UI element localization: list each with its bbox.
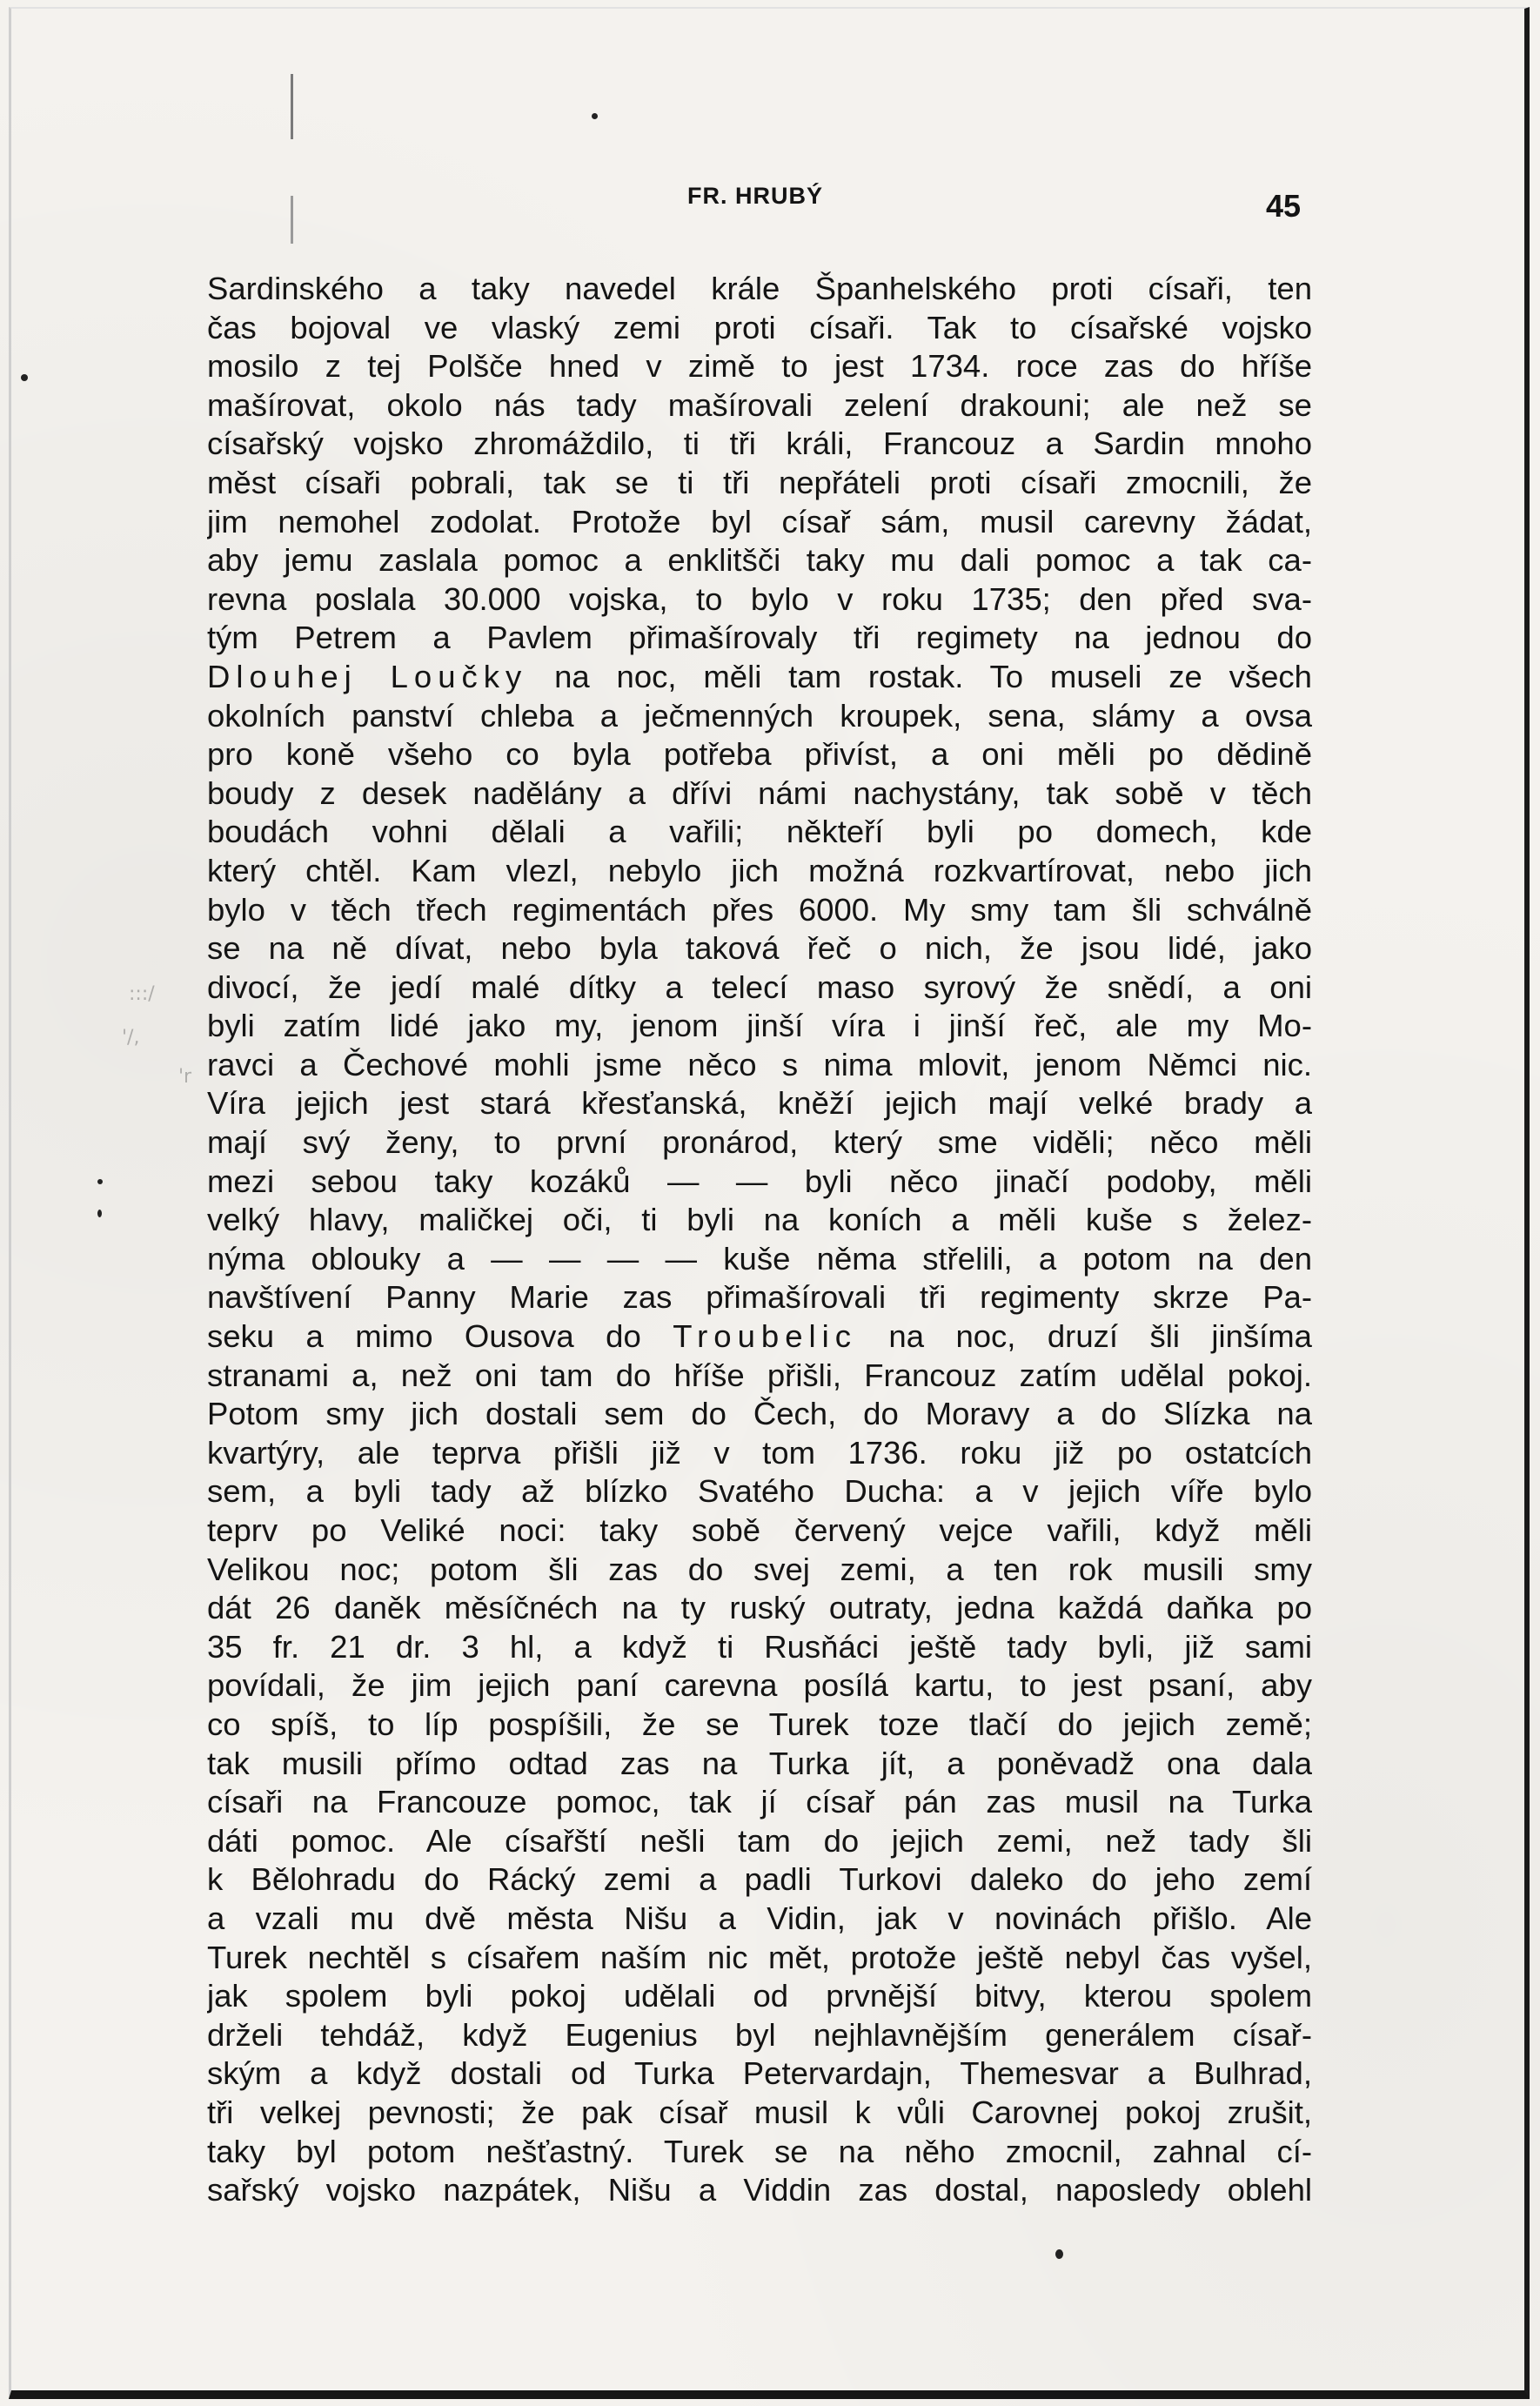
text-line: drželi tehdáž, když Eugenius byl nejhlavnějším generálem císař- — [207, 2016, 1312, 2053]
show-through-mark: 'r — [178, 1066, 192, 1088]
text-line: sem, a byli tady až blízko Svatého Ducha: a v jejich víře bylo — [207, 1473, 1312, 1510]
text-line: ským a když dostali od Turka Petervardajn, Themesvar a Bulhrad, — [207, 2055, 1312, 2092]
show-through-mark: '/, — [122, 1027, 140, 1049]
text-line: dáti pomoc. Ale císařští nešli tam do jejich zemi, než tady šli — [207, 1822, 1312, 1859]
text-line: boudách vohni dělali a vařili; někteří byli po domech, kde — [207, 814, 1312, 850]
text-line: mosilo z tej Polšče hned v zimě to jest 1734. roce zas do hříše — [207, 348, 1312, 385]
body-text — [207, 270, 1312, 2210]
text-line: taky byl potom nešťastný. Turek se na něho zmocnil, zahnal cí- — [207, 2133, 1312, 2169]
spaced-proper-name: Dlouhej Loučky — [207, 658, 528, 694]
text-line: stranami a, než oni tam do hříše přišli, Francouz zatím udělal pokoj. — [207, 1357, 1312, 1393]
text-line: k Bělohradu do Rácký zemi a padli Turkovi daleko do jeho zemí — [207, 1861, 1312, 1898]
text-line: Turek nechtěl s císařem naším nic mět, protože ještě nebyl čas vyšel, — [207, 1939, 1312, 1975]
text-line: navštívení Panny Marie zas přimašírovali tři regimenty skrze Pa- — [207, 1279, 1312, 1316]
text-line: Sardinského a taky navedel krále Španhelského proti císaři, ten — [207, 271, 1312, 306]
text-line: kvartýry, ale teprva přišli již v tom 1736. roku již po ostatcích — [207, 1434, 1312, 1471]
ink-speck — [592, 113, 598, 119]
text-line: Víra jejich jest stará křesťanská, kněží jejich mají velké brady a — [207, 1085, 1312, 1122]
ink-speck — [21, 374, 28, 381]
text-line: jak spolem byli pokoj udělali od prvnější bitvy, kterou spolem — [207, 1978, 1312, 2014]
text-line: Dlouhej Loučky na noc, měli tam rostak. To museli ze všech — [207, 658, 1312, 694]
text-line: tým Petrem a Pavlem přimašírovaly tři regimety na jednou do — [207, 620, 1312, 656]
ink-speck — [97, 1179, 103, 1184]
text-line: aby jemu zaslala pomoc a enklitšči taky mu dali pomoc a tak ca- — [207, 542, 1312, 579]
text-line: seku a mimo Ousova do Troubelic na noc, druzí šli jinšíma — [207, 1318, 1312, 1355]
text-line: dát 26 daněk měsíčnéch na ty ruský outraty, jedna každá daňka po — [207, 1590, 1312, 1626]
text-line: tak musili přímo odtad zas na Turka jít, a poněvadž ona dala — [207, 1745, 1312, 1781]
text-line: mašírovat, okolo nás tady mašírovali zelení drakouni; ale než se — [207, 386, 1312, 423]
text-line: se na ně dívat, nebo byla taková řeč o nich, že jsou lidé, jako — [207, 930, 1312, 967]
text-line: teprv po Veliké noci: taky sobě červený vejce vařili, když měli — [207, 1512, 1312, 1548]
running-head: FR. HRUBÝ — [687, 183, 823, 209]
text-line: byli zatím lidé jako my, jenom jinší víra i jinší řeč, ale my Mo- — [207, 1008, 1312, 1044]
text-line: a vzali mu dvě města Nišu a Vidin, jak v novinách přišlo. Ale — [207, 1900, 1312, 1936]
ink-speck — [1055, 2249, 1063, 2259]
text-line: měst císaři pobrali, tak se ti tři nepřáteli proti císaři zmocnili, že — [207, 464, 1312, 500]
text-line: okolních panství chleba a ječmenných kroupek, sena, slámy a ovsa — [207, 697, 1312, 734]
text-line: co spíš, to líp pospíšili, že se Turek toze tlačí do jejich země; — [207, 1706, 1312, 1742]
page-header — [0, 183, 1540, 235]
show-through-mark: :::/ — [129, 983, 155, 1005]
ink-speck — [97, 1210, 102, 1217]
text-line: čas bojoval ve vlaský zemi proti císaři. Tak to císařské vojsko — [207, 309, 1312, 345]
page-number: 45 — [1266, 188, 1302, 224]
text-line: který chtěl. Kam vlezl, nebylo jich možná rozkvartírovat, nebo jich — [207, 852, 1312, 888]
text-line: Potom smy jich dostali sem do Čech, do Moravy a do Slízka na — [207, 1396, 1312, 1432]
text-line: Velikou noc; potom šli zas do svej zemi, a ten rok musili smy — [207, 1551, 1312, 1587]
text-line: revna poslala 30.000 vojska, to bylo v roku 1735; den před sva- — [207, 580, 1312, 617]
text-line: bylo v těch třech regimentách přes 6000. My smy tam šli schválně — [207, 891, 1312, 928]
text-line: sařský vojsko nazpátek, Nišu a Viddin zas dostal, naposledy oblehl — [207, 2172, 1312, 2208]
text-line: mezi sebou taky kozáků — — byli něco jinačí podoby, měli — [207, 1163, 1312, 1199]
text-line: tři velkej pevnosti; že pak císař musil k vůli Carovnej pokoj zrušit, — [207, 2094, 1312, 2130]
text-line: ravci a Čechové mohli jsme něco s nima mlovit, jenom Němci nic. — [207, 1046, 1312, 1082]
text-line: jim nemohel zodolat. Protože byl císař sám, musil carevny žádat, — [207, 503, 1312, 540]
text-line: boudy z desek nadělány a dřívi námi nachystány, tak sobě v těch — [207, 774, 1312, 811]
text-line: nýma oblouky a — — — — kuše něma střelili, a potom na den — [207, 1240, 1312, 1277]
text-line: divocí, že jedí malé dítky a telecí maso syrový že snědí, a oni — [207, 968, 1312, 1005]
text-line: císaři na Francouze pomoc, tak jí císař pán zas musil na Turka — [207, 1784, 1312, 1820]
text-line: povídali, že jim jejich paní carevna posílá kartu, to jest psaní, aby — [207, 1667, 1312, 1704]
spaced-proper-name: Troubelic — [673, 1318, 857, 1355]
text-line: císařský vojsko zhromáždilo, ti tři králi, Francouz a Sardin mnoho — [207, 426, 1312, 462]
text-line: velký hlavy, maličkej oči, ti byli na koních a měli kuše s želez- — [207, 1202, 1312, 1238]
text-line: mají svý ženy, to první pronárod, který sme viděli; něco měli — [207, 1124, 1312, 1161]
text-line: 35 fr. 21 dr. 3 hl, a když ti Rusňáci ještě tady byli, již sami — [207, 1628, 1312, 1665]
text-line: pro koně všeho co byla potřeba přivíst, a oni měli po dědině — [207, 736, 1312, 773]
binding-mark — [291, 74, 293, 139]
